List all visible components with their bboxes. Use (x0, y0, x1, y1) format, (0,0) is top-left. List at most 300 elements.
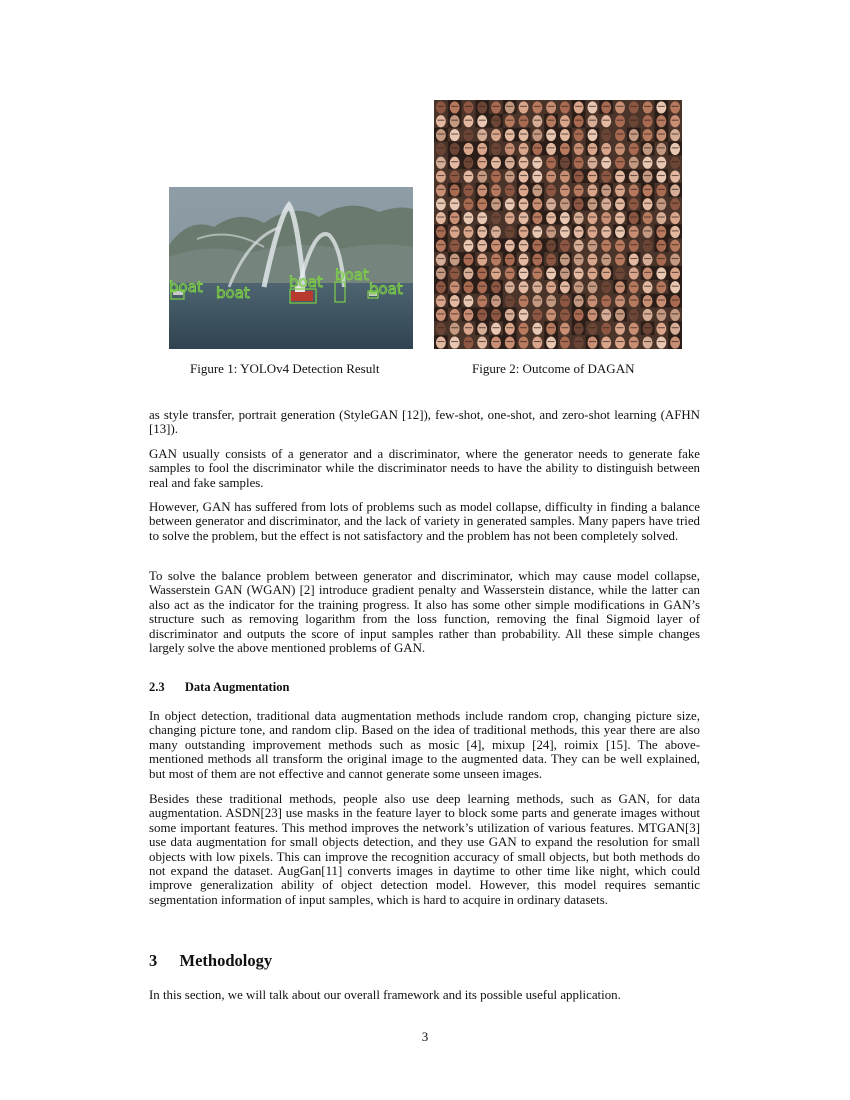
face-tile (558, 197, 572, 211)
face-tile (613, 155, 627, 169)
face-tile (586, 308, 600, 322)
face-tile (517, 321, 531, 335)
face-tile (627, 335, 641, 349)
face-tile (558, 308, 572, 322)
face-tile (654, 114, 668, 128)
face-tile (572, 128, 586, 142)
face-tile (613, 100, 627, 114)
body-paragraph: In object detection, traditional data augmentation methods include random crop, changing picture size, changing picture tone, and random clip. Based on the idea of traditional methods, this year there are also many outstanding improvement methods such as mosic [4], mixup [24], roimix [15]. The above-mentioned methods all transform the original image to the augmented data. They can be well explained, but most of them are not effective and cannot generate some unseen images. (149, 709, 700, 781)
face-tile (530, 211, 544, 225)
face-tile (627, 225, 641, 239)
figure-1-yolov4-image (169, 187, 413, 349)
face-tile (668, 183, 682, 197)
face-tile (448, 266, 462, 280)
face-tile (613, 238, 627, 252)
face-tile (668, 197, 682, 211)
face-tile (462, 321, 476, 335)
face-tile (544, 183, 558, 197)
face-tile (572, 266, 586, 280)
face-tile (613, 128, 627, 142)
face-tile (462, 155, 476, 169)
face-tile (503, 266, 517, 280)
face-tile (627, 155, 641, 169)
face-tile (503, 155, 517, 169)
face-tile (544, 169, 558, 183)
face-tile (572, 142, 586, 156)
face-tile (654, 225, 668, 239)
face-tile (462, 114, 476, 128)
face-tile (641, 238, 655, 252)
face-tile (654, 308, 668, 322)
face-tile (627, 294, 641, 308)
face-tile (530, 128, 544, 142)
face-tile (586, 142, 600, 156)
face-tile (668, 266, 682, 280)
face-tile (434, 294, 448, 308)
face-tile (544, 114, 558, 128)
face-tile (489, 169, 503, 183)
face-tile (613, 142, 627, 156)
face-tile (599, 142, 613, 156)
face-tile (668, 225, 682, 239)
face-tile (668, 321, 682, 335)
face-tile (517, 142, 531, 156)
face-tile (462, 128, 476, 142)
detection-label: boat (335, 266, 369, 284)
face-tile (641, 308, 655, 322)
face-tile (599, 197, 613, 211)
face-tile (599, 321, 613, 335)
face-tile (448, 225, 462, 239)
figure-2-dagan-face-grid (434, 100, 682, 349)
face-tile (434, 266, 448, 280)
section-title: Methodology (179, 951, 273, 970)
face-tile (586, 211, 600, 225)
detection-label: boat (369, 280, 403, 298)
body-paragraph: To solve the balance problem between generator and discriminator, which may cause model collapse, Wasserstein GAN (WGAN) [2] introduce gradient penalty and Wasserstein distance, while the latter can also act as the indicator for the training progress. It also has some other simple modifications in GAN’s structure such as removing logarithm from the loss function, removing the final Sigmoid layer of discriminator and outputs the score of input samples rather than probability. All these simple changes largely solve the above mentioned problems of GAN. (149, 569, 700, 656)
face-tile (530, 280, 544, 294)
detection-label: boat (289, 273, 323, 291)
face-tile (558, 225, 572, 239)
face-tile (599, 225, 613, 239)
face-tile (434, 183, 448, 197)
face-tile (434, 155, 448, 169)
face-tile (448, 183, 462, 197)
face-tile (503, 238, 517, 252)
page-number: 3 (421, 1029, 429, 1044)
face-tile (558, 211, 572, 225)
face-tile (613, 169, 627, 183)
face-tile (489, 100, 503, 114)
face-tile (599, 294, 613, 308)
face-tile (558, 238, 572, 252)
face-tile (503, 280, 517, 294)
face-tile (544, 211, 558, 225)
face-tile (586, 155, 600, 169)
body-paragraph: However, GAN has suffered from lots of problems such as model collapse, difficulty in finding a balance between generator and discriminator, and the lack of variety in generated samples. Many papers have tried to solve the problem, but the effect is not satisfactory and the problem has not been completely solved. (149, 500, 700, 543)
face-tile (448, 128, 462, 142)
face-tile (489, 155, 503, 169)
face-tile (599, 183, 613, 197)
face-tile (489, 294, 503, 308)
face-tile (627, 169, 641, 183)
face-tile (434, 211, 448, 225)
detection-label: boat (169, 278, 203, 296)
face-tile (572, 169, 586, 183)
face-tile (641, 335, 655, 349)
face-tile (654, 321, 668, 335)
face-tile (586, 183, 600, 197)
face-tile (668, 128, 682, 142)
face-tile (462, 335, 476, 349)
face-tile (475, 321, 489, 335)
face-tile (654, 183, 668, 197)
face-tile (641, 183, 655, 197)
face-tile (627, 252, 641, 266)
face-tile (448, 142, 462, 156)
face-tile (627, 114, 641, 128)
face-tile (475, 128, 489, 142)
face-tile (489, 114, 503, 128)
face-tile (599, 211, 613, 225)
face-tile (627, 197, 641, 211)
face-tile (586, 100, 600, 114)
face-tile (544, 266, 558, 280)
face-tile (586, 114, 600, 128)
face-tile (475, 183, 489, 197)
face-tile (489, 280, 503, 294)
face-tile (641, 252, 655, 266)
face-tile (448, 280, 462, 294)
face-tile (475, 197, 489, 211)
face-tile (475, 266, 489, 280)
face-tile (599, 280, 613, 294)
face-tile (448, 238, 462, 252)
face-tile (530, 142, 544, 156)
face-tile (558, 169, 572, 183)
face-tile (627, 321, 641, 335)
face-tile (489, 197, 503, 211)
face-tile (572, 280, 586, 294)
face-tile (475, 142, 489, 156)
face-tile (462, 211, 476, 225)
face-tile (572, 308, 586, 322)
face-tile (544, 280, 558, 294)
face-tile (475, 100, 489, 114)
face-tile (544, 142, 558, 156)
face-tile (572, 225, 586, 239)
face-tile (475, 225, 489, 239)
face-tile (599, 100, 613, 114)
face-tile (462, 197, 476, 211)
face-tile (627, 100, 641, 114)
face-tile (572, 238, 586, 252)
face-tile (654, 169, 668, 183)
face-tile (641, 100, 655, 114)
face-tile (462, 294, 476, 308)
face-tile (434, 308, 448, 322)
face-tile (627, 211, 641, 225)
face-tile (517, 114, 531, 128)
body-paragraph: In this section, we will talk about our overall framework and its possible useful application. (149, 988, 621, 1002)
face-tile (599, 155, 613, 169)
face-tile (530, 155, 544, 169)
face-tile (489, 183, 503, 197)
face-tile (434, 321, 448, 335)
face-tile (475, 238, 489, 252)
face-tile (434, 169, 448, 183)
face-tile (599, 252, 613, 266)
face-tile (654, 266, 668, 280)
face-tile (503, 335, 517, 349)
face-tile (599, 266, 613, 280)
face-tile (558, 114, 572, 128)
face-tile (641, 128, 655, 142)
face-tile (517, 280, 531, 294)
face-tile (641, 197, 655, 211)
face-tile (558, 128, 572, 142)
face-tile (668, 155, 682, 169)
face-tile (558, 321, 572, 335)
face-tile (489, 238, 503, 252)
face-tile (462, 225, 476, 239)
face-tile (654, 238, 668, 252)
face-tile (517, 100, 531, 114)
face-tile (517, 294, 531, 308)
face-tile (586, 128, 600, 142)
face-tile (503, 100, 517, 114)
body-paragraph: GAN usually consists of a generator and a discriminator, where the generator needs to generate fake samples to fool the discriminator while the discriminator needs to have the ability to distinguish between real and fake samples. (149, 447, 700, 490)
face-tile (613, 294, 627, 308)
face-tile (503, 197, 517, 211)
face-tile (586, 169, 600, 183)
face-tile (530, 321, 544, 335)
detection-label: boat (216, 284, 250, 302)
face-tile (462, 280, 476, 294)
face-tile (599, 238, 613, 252)
subsection-heading (149, 680, 289, 695)
face-tile (462, 238, 476, 252)
face-tile (530, 335, 544, 349)
face-tile (641, 142, 655, 156)
face-tile (503, 308, 517, 322)
face-tile (654, 128, 668, 142)
face-tile (641, 321, 655, 335)
face-tile (627, 183, 641, 197)
face-tile (475, 169, 489, 183)
face-tile (530, 308, 544, 322)
figure-1-caption: Figure 1: YOLOv4 Detection Result (190, 361, 380, 376)
face-tile (586, 225, 600, 239)
face-tile (613, 280, 627, 294)
face-tile (503, 225, 517, 239)
face-tile (558, 335, 572, 349)
face-tile (613, 197, 627, 211)
face-tile (613, 266, 627, 280)
body-paragraph: Besides these traditional methods, people also use deep learning methods, such as GAN, for data augmentation. ASDN[23] use masks in the feature layer to block some parts and generate images without some important features. This method improves the network’s utilization of various features. MTGAN[3] use data augmentation for small objects detection, and they use GAN to expand the resolution for small objects with low pixels. This can improve the recognition accuracy of small objects, but both methods do not expand the dataset. AugGan[11] converts images in daytime to other time like night, which could improve generalization ability of object detection model. However, this model requires semantic segmentation information of input samples, which is hard to acquire in ordinary datasets. (149, 792, 700, 907)
face-tile (544, 321, 558, 335)
face-tile (503, 142, 517, 156)
face-tile (462, 266, 476, 280)
face-tile (462, 183, 476, 197)
face-tile (434, 225, 448, 239)
section-heading (149, 951, 272, 971)
face-tile (627, 128, 641, 142)
face-tile (448, 169, 462, 183)
face-tile (544, 155, 558, 169)
face-tile (489, 266, 503, 280)
face-tile (530, 100, 544, 114)
face-tile (613, 335, 627, 349)
face-tile (654, 335, 668, 349)
face-tile (448, 114, 462, 128)
face-tile (613, 114, 627, 128)
face-tile (544, 197, 558, 211)
face-tile (503, 114, 517, 128)
face-tile (572, 114, 586, 128)
face-tile (586, 197, 600, 211)
face-tile (654, 294, 668, 308)
face-tile (503, 211, 517, 225)
face-tile (530, 252, 544, 266)
face-tile (668, 335, 682, 349)
face-tile (517, 238, 531, 252)
face-tile (489, 225, 503, 239)
face-tile (517, 169, 531, 183)
face-tile (517, 335, 531, 349)
face-tile (517, 128, 531, 142)
face-tile (489, 308, 503, 322)
section-number: 3 (149, 951, 158, 970)
face-tile (668, 100, 682, 114)
face-tile (558, 294, 572, 308)
face-tile (668, 169, 682, 183)
face-tile (641, 114, 655, 128)
face-tile (475, 211, 489, 225)
face-tile (517, 308, 531, 322)
face-tile (544, 294, 558, 308)
face-tile (668, 252, 682, 266)
face-tile (544, 100, 558, 114)
face-tile (475, 155, 489, 169)
face-tile (586, 294, 600, 308)
face-tile (503, 252, 517, 266)
face-tile (641, 225, 655, 239)
face-tile (489, 321, 503, 335)
face-tile (586, 280, 600, 294)
face-tile (572, 294, 586, 308)
face-tile (668, 308, 682, 322)
face-tile (434, 238, 448, 252)
face-tile (544, 335, 558, 349)
face-tile (558, 183, 572, 197)
face-tile (627, 266, 641, 280)
face-tile (530, 294, 544, 308)
face-tile (599, 169, 613, 183)
face-tile (517, 197, 531, 211)
face-tile (558, 266, 572, 280)
face-tile (462, 308, 476, 322)
face-tile (668, 142, 682, 156)
face-tile (668, 280, 682, 294)
face-tile (586, 238, 600, 252)
face-tile (462, 142, 476, 156)
face-tile (586, 321, 600, 335)
face-tile (530, 169, 544, 183)
face-tile (572, 100, 586, 114)
face-tile (489, 142, 503, 156)
face-tile (530, 114, 544, 128)
face-tile (448, 211, 462, 225)
face-tile (448, 100, 462, 114)
face-tile (489, 335, 503, 349)
face-tile (627, 238, 641, 252)
face-tile (558, 142, 572, 156)
face-tile (544, 238, 558, 252)
face-tile (434, 100, 448, 114)
face-tile (668, 238, 682, 252)
face-tile (572, 335, 586, 349)
face-tile (641, 211, 655, 225)
face-tile (558, 155, 572, 169)
face-tile (654, 211, 668, 225)
face-tile (654, 280, 668, 294)
face-tile (627, 308, 641, 322)
face-tile (475, 280, 489, 294)
face-tile (544, 128, 558, 142)
face-tile (572, 197, 586, 211)
face-tile (613, 252, 627, 266)
face-tile (489, 211, 503, 225)
face-tile (489, 252, 503, 266)
face-tile (530, 197, 544, 211)
face-tile (434, 114, 448, 128)
face-tile (641, 266, 655, 280)
face-tile (599, 308, 613, 322)
face-tile (572, 183, 586, 197)
face-tile (475, 335, 489, 349)
face-tile (572, 321, 586, 335)
face-tile (434, 142, 448, 156)
face-tile (517, 183, 531, 197)
face-tile (530, 238, 544, 252)
face-tile (448, 197, 462, 211)
face-tile (641, 169, 655, 183)
face-tile (448, 321, 462, 335)
face-tile (586, 266, 600, 280)
face-tile (641, 155, 655, 169)
face-tile (503, 128, 517, 142)
face-tile (668, 211, 682, 225)
face-tile (641, 280, 655, 294)
face-tile (613, 225, 627, 239)
face-tile (517, 225, 531, 239)
face-tile (517, 252, 531, 266)
face-tile (627, 280, 641, 294)
face-tile (558, 280, 572, 294)
face-tile (462, 169, 476, 183)
face-tile (654, 142, 668, 156)
face-tile (530, 183, 544, 197)
face-tile (517, 211, 531, 225)
face-tile (462, 252, 476, 266)
face-tile (434, 335, 448, 349)
face-tile (475, 114, 489, 128)
face-tile (599, 128, 613, 142)
face-tile (627, 142, 641, 156)
face-tile (530, 225, 544, 239)
face-tile (517, 266, 531, 280)
